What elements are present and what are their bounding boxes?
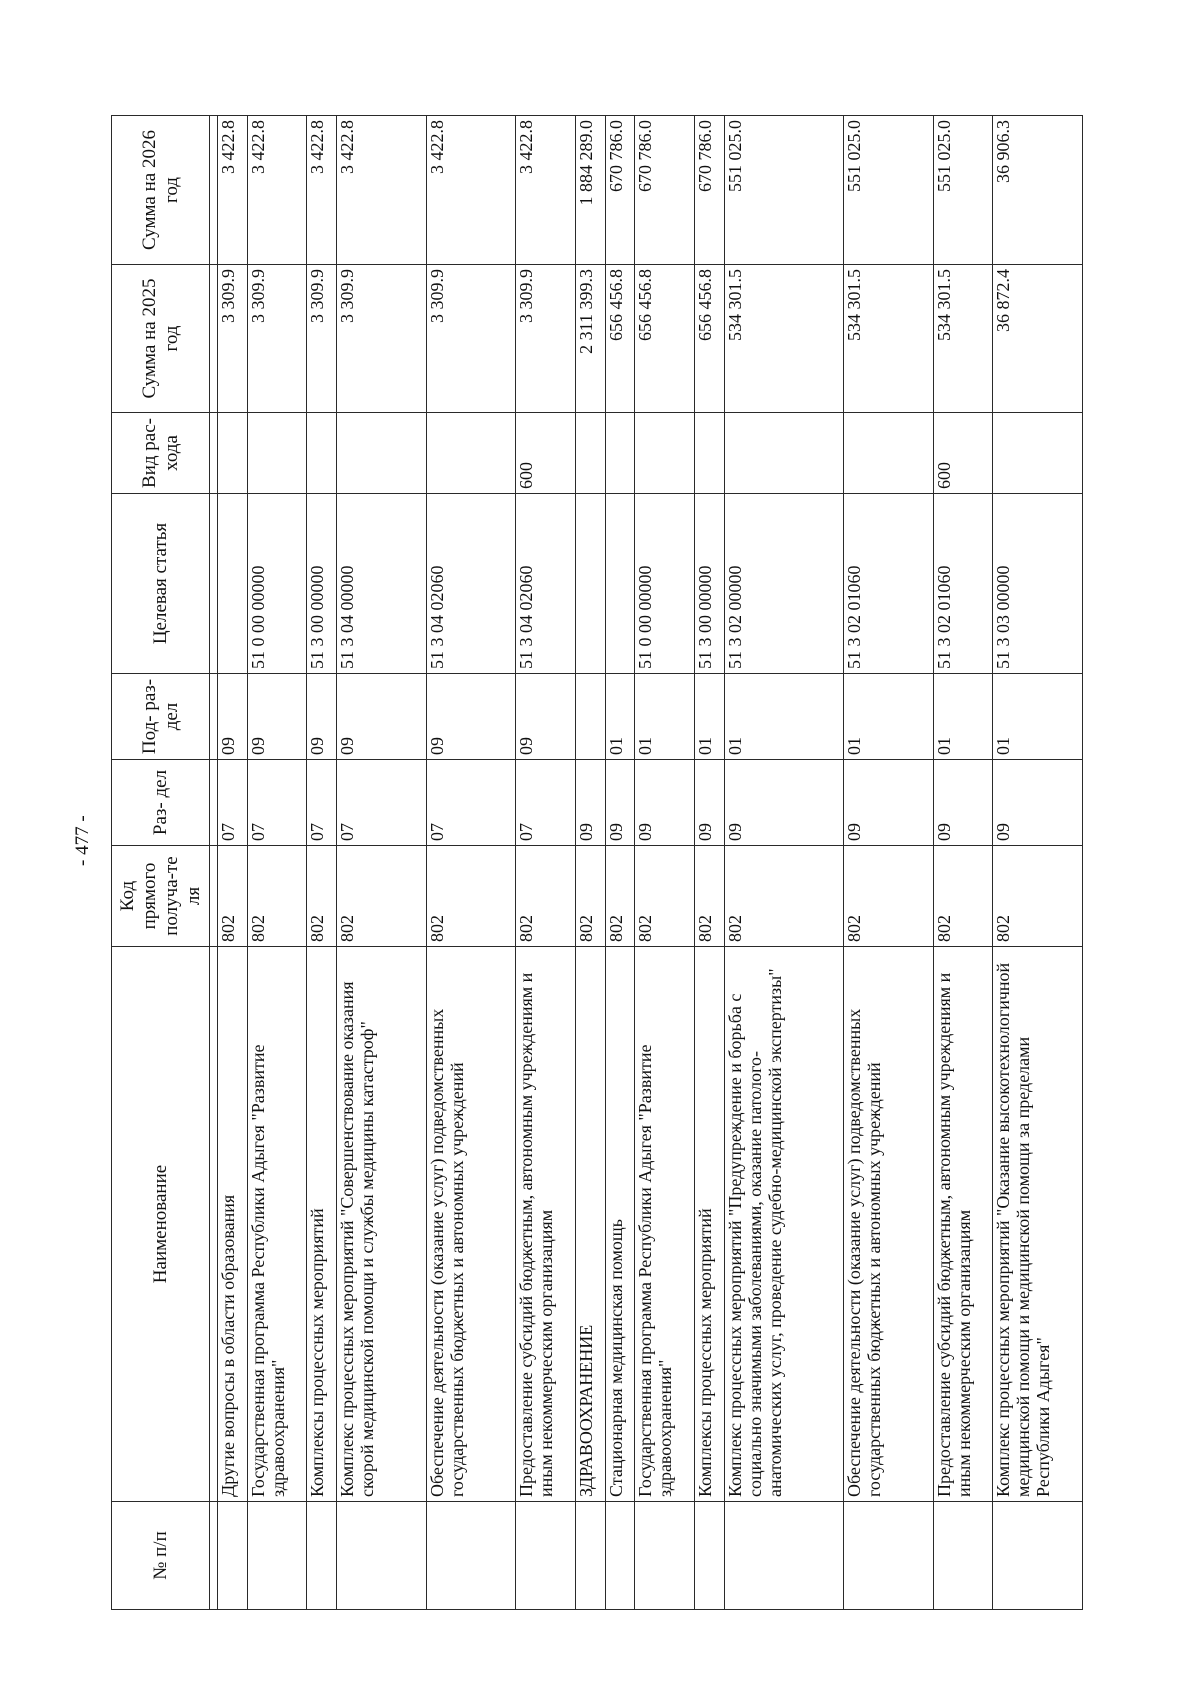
row-code: 802 bbox=[516, 846, 576, 947]
row-subsection: 01 bbox=[695, 674, 725, 760]
row-section: 07 bbox=[516, 760, 576, 846]
row-target: 51 3 03 00000 bbox=[993, 494, 1083, 674]
row-num bbox=[635, 1502, 695, 1610]
row-name: Обеспечение деятельности (оказание услуг) подведомственных государственных бюджетных и автономных учреждений bbox=[844, 947, 933, 1502]
row-name: Государственная программа Республики Адыгея "Развитие здравоохранения" bbox=[247, 947, 307, 1502]
row-sum-2026: 551 025.0 bbox=[844, 116, 933, 265]
row-name: Комплекс процессных мероприятий "Совершенствование оказания скорой медицинской помощи и службы медицины катастроф" bbox=[337, 947, 426, 1502]
row-sum-2026: 670 786.0 bbox=[605, 116, 635, 265]
row-expense-type bbox=[426, 413, 515, 494]
row-code: 802 bbox=[993, 846, 1083, 947]
header-sum-2025: Сумма на 2025 год bbox=[112, 265, 210, 413]
row-subsection: 01 bbox=[635, 674, 695, 760]
row-sum-2026: 670 786.0 bbox=[695, 116, 725, 265]
row-expense-type bbox=[635, 413, 695, 494]
table-row bbox=[575, 116, 605, 1610]
row-subsection: 09 bbox=[337, 674, 426, 760]
row-expense-type bbox=[218, 413, 248, 494]
row-sum-2025: 3 309.9 bbox=[307, 265, 337, 413]
row-name: Обеспечение деятельности (оказание услуг) подведомственных государственных бюджетных и автономных учреждений bbox=[426, 947, 515, 1502]
budget-table bbox=[111, 115, 1083, 1610]
row-target bbox=[575, 494, 605, 674]
row-sum-2025: 36 872.4 bbox=[993, 265, 1083, 413]
row-sum-2026: 670 786.0 bbox=[635, 116, 695, 265]
row-sum-2025: 3 309.9 bbox=[337, 265, 426, 413]
row-code: 802 bbox=[218, 846, 248, 947]
row-target: 51 3 00 00000 bbox=[307, 494, 337, 674]
row-section: 09 bbox=[635, 760, 695, 846]
row-section: 07 bbox=[426, 760, 515, 846]
row-expense-type bbox=[337, 413, 426, 494]
row-sum-2026: 3 422.8 bbox=[426, 116, 515, 265]
row-expense-type bbox=[993, 413, 1083, 494]
row-sum-2025: 534 301.5 bbox=[933, 265, 993, 413]
row-section: 07 bbox=[247, 760, 307, 846]
row-code: 802 bbox=[724, 846, 843, 947]
row-num bbox=[724, 1502, 843, 1610]
row-target: 51 3 04 00000 bbox=[337, 494, 426, 674]
row-expense-type bbox=[307, 413, 337, 494]
row-subsection bbox=[575, 674, 605, 760]
table-row bbox=[247, 116, 307, 1610]
row-section: 09 bbox=[844, 760, 933, 846]
row-target bbox=[218, 494, 248, 674]
row-subsection: 01 bbox=[933, 674, 993, 760]
header-expense-type: Вид рас- хода bbox=[112, 413, 210, 494]
row-subsection: 09 bbox=[307, 674, 337, 760]
row-sum-2025: 3 309.9 bbox=[218, 265, 248, 413]
row-expense-type bbox=[247, 413, 307, 494]
header-sum-2026: Сумма на 2026 год bbox=[112, 116, 210, 265]
row-subsection: 01 bbox=[844, 674, 933, 760]
table-row bbox=[426, 116, 515, 1610]
page-number: - 477 - bbox=[72, 815, 93, 866]
table-row bbox=[993, 116, 1083, 1610]
header-num: № п/п bbox=[112, 1502, 210, 1610]
header-code: Код прямого получа-те ля bbox=[112, 846, 210, 947]
table-row bbox=[844, 116, 933, 1610]
rotated-page-content bbox=[111, 116, 1083, 1610]
row-section: 09 bbox=[724, 760, 843, 846]
row-expense-type: 600 bbox=[933, 413, 993, 494]
row-code: 802 bbox=[635, 846, 695, 947]
row-section: 07 bbox=[337, 760, 426, 846]
row-num bbox=[695, 1502, 725, 1610]
row-sum-2025: 3 309.9 bbox=[247, 265, 307, 413]
row-subsection: 09 bbox=[218, 674, 248, 760]
row-target: 51 3 02 00000 bbox=[724, 494, 843, 674]
row-sum-2025: 3 309.9 bbox=[426, 265, 515, 413]
row-sum-2026: 3 422.8 bbox=[247, 116, 307, 265]
row-name: Предоставление субсидий бюджетным, автономным учреждениям и иным некоммерческим организациям bbox=[516, 947, 576, 1502]
row-name: Стационарная медицинская помощь bbox=[605, 947, 635, 1502]
row-subsection: 01 bbox=[724, 674, 843, 760]
row-target: 51 0 00 00000 bbox=[247, 494, 307, 674]
row-name: Комплексы процессных мероприятий bbox=[695, 947, 725, 1502]
row-expense-type: 600 bbox=[516, 413, 576, 494]
row-num bbox=[426, 1502, 515, 1610]
row-code: 802 bbox=[605, 846, 635, 947]
row-name: Предоставление субсидий бюджетным, автономным учреждениям и иным некоммерческим организациям bbox=[933, 947, 993, 1502]
row-subsection: 01 bbox=[993, 674, 1083, 760]
row-sum-2026: 3 422.8 bbox=[516, 116, 576, 265]
row-sum-2025: 534 301.5 bbox=[844, 265, 933, 413]
row-target bbox=[605, 494, 635, 674]
row-name: Комплекс процессных мероприятий "Предупреждение и борьба с социально значимыми заболеваниями, оказание патолого-анатомических услуг, проведение судебно-медицинской экспертизы" bbox=[724, 947, 843, 1502]
row-section: 07 bbox=[307, 760, 337, 846]
row-target: 51 3 00 00000 bbox=[695, 494, 725, 674]
row-subsection: 09 bbox=[247, 674, 307, 760]
row-num bbox=[605, 1502, 635, 1610]
row-code: 802 bbox=[426, 846, 515, 947]
row-code: 802 bbox=[695, 846, 725, 947]
row-section: 07 bbox=[218, 760, 248, 846]
row-sum-2025: 3 309.9 bbox=[516, 265, 576, 413]
row-sum-2026: 36 906.3 bbox=[993, 116, 1083, 265]
row-num bbox=[307, 1502, 337, 1610]
row-section: 09 bbox=[605, 760, 635, 846]
row-expense-type bbox=[575, 413, 605, 494]
header-subsection: Под- раз- дел bbox=[112, 674, 210, 760]
row-expense-type bbox=[605, 413, 635, 494]
row-sum-2025: 656 456.8 bbox=[695, 265, 725, 413]
row-num bbox=[575, 1502, 605, 1610]
row-sum-2026: 3 422.8 bbox=[307, 116, 337, 265]
row-name: Государственная программа Республики Адыгея "Развитие здравоохранения" bbox=[635, 947, 695, 1502]
row-target: 51 3 02 01060 bbox=[933, 494, 993, 674]
header-target: Целевая статья bbox=[112, 494, 210, 674]
row-subsection: 09 bbox=[516, 674, 576, 760]
row-sum-2025: 2 311 399.3 bbox=[575, 265, 605, 413]
row-sum-2026: 551 025.0 bbox=[933, 116, 993, 265]
row-target: 51 3 04 02060 bbox=[426, 494, 515, 674]
row-sum-2025: 656 456.8 bbox=[605, 265, 635, 413]
row-name: Комплекс процессных мероприятий "Оказание высокотехнологичной медицинской помощи и медицинской помощи за пределами Республики Адыгея" bbox=[993, 947, 1083, 1502]
table-row bbox=[635, 116, 695, 1610]
row-section: 09 bbox=[575, 760, 605, 846]
row-name: Комплексы процессных мероприятий bbox=[307, 947, 337, 1502]
header-gap-row bbox=[210, 116, 218, 1610]
row-num bbox=[516, 1502, 576, 1610]
table-row bbox=[218, 116, 248, 1610]
row-sum-2026: 1 884 289.0 bbox=[575, 116, 605, 265]
row-expense-type bbox=[695, 413, 725, 494]
row-name: Другие вопросы в области образования bbox=[218, 947, 248, 1502]
row-target: 51 3 02 01060 bbox=[844, 494, 933, 674]
table-row bbox=[307, 116, 337, 1610]
row-expense-type bbox=[724, 413, 843, 494]
row-code: 802 bbox=[933, 846, 993, 947]
row-num bbox=[218, 1502, 248, 1610]
header-section: Раз- дел bbox=[112, 760, 210, 846]
row-num bbox=[247, 1502, 307, 1610]
header-name: Наименование bbox=[112, 947, 210, 1502]
row-num bbox=[337, 1502, 426, 1610]
row-section: 09 bbox=[993, 760, 1083, 846]
table-row bbox=[933, 116, 993, 1610]
row-name: ЗДРАВООХРАНЕНИЕ bbox=[575, 947, 605, 1502]
table-row bbox=[695, 116, 725, 1610]
table-header-row bbox=[112, 116, 210, 1610]
row-sum-2026: 3 422.8 bbox=[337, 116, 426, 265]
row-sum-2026: 3 422.8 bbox=[218, 116, 248, 265]
row-num bbox=[993, 1502, 1083, 1610]
row-sum-2025: 534 301.5 bbox=[724, 265, 843, 413]
table-row bbox=[516, 116, 576, 1610]
table-row bbox=[337, 116, 426, 1610]
row-sum-2026: 551 025.0 bbox=[724, 116, 843, 265]
row-code: 802 bbox=[575, 846, 605, 947]
row-num bbox=[844, 1502, 933, 1610]
row-code: 802 bbox=[307, 846, 337, 947]
row-section: 09 bbox=[695, 760, 725, 846]
row-section: 09 bbox=[933, 760, 993, 846]
table-row bbox=[724, 116, 843, 1610]
row-target: 51 0 00 00000 bbox=[635, 494, 695, 674]
row-subsection: 09 bbox=[426, 674, 515, 760]
row-code: 802 bbox=[247, 846, 307, 947]
row-num bbox=[933, 1502, 993, 1610]
table-row bbox=[605, 116, 635, 1610]
row-code: 802 bbox=[337, 846, 426, 947]
row-sum-2025: 656 456.8 bbox=[635, 265, 695, 413]
row-expense-type bbox=[844, 413, 933, 494]
row-code: 802 bbox=[844, 846, 933, 947]
row-target: 51 3 04 02060 bbox=[516, 494, 576, 674]
row-subsection: 01 bbox=[605, 674, 635, 760]
